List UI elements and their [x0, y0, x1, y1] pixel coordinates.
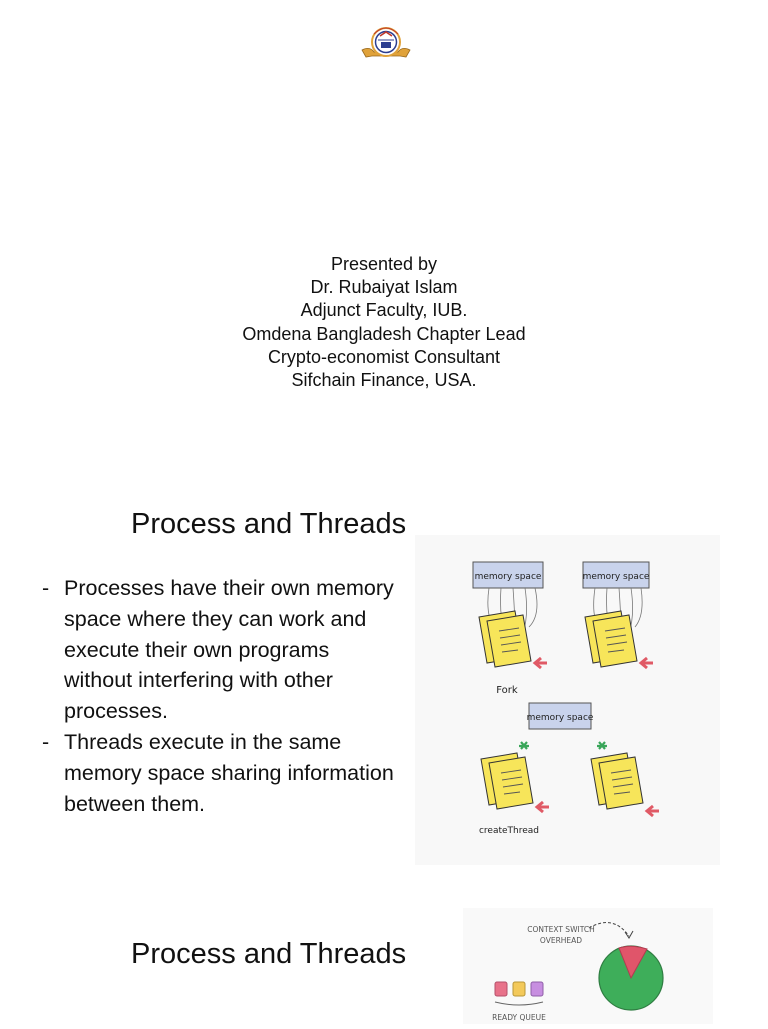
- process-threads-slide: [0, 470, 768, 900]
- presenter-line: Crypto-economist Consultant: [267, 346, 501, 367]
- ready-queue-label: READY QUEUE: [492, 1013, 546, 1022]
- pointer-arrow-icon: [537, 802, 549, 812]
- queue-card-icon: [531, 982, 543, 996]
- bullet-text: Threads execute in the same memory space sharing information between them.: [64, 729, 394, 816]
- overhead-label: OVERHEAD: [539, 936, 583, 945]
- queue-card-icon: [513, 982, 525, 996]
- memory-space-label: memory space: [526, 713, 594, 723]
- process-group-left: [473, 562, 547, 696]
- memory-space-label: memory space: [582, 572, 650, 582]
- create-thread-label: createThread: [478, 826, 540, 836]
- bullet-dash: -: [42, 576, 50, 600]
- pointer-arrow-icon: [535, 658, 547, 668]
- context-switch-label: CONTEXT SWITCH: [527, 925, 595, 934]
- queue-card-icon: [495, 982, 507, 996]
- program-page-icon: [593, 615, 637, 667]
- university-seal-icon: [360, 24, 412, 64]
- slide-title: Process and Threads: [131, 508, 407, 540]
- program-page-icon: [489, 757, 533, 809]
- context-switch-slide: [0, 900, 768, 1024]
- swap-icon: [597, 742, 607, 749]
- fork-thread-diagram: [415, 535, 720, 865]
- slide-title: Process and Threads: [131, 938, 407, 970]
- pointer-arrow-icon: [641, 658, 653, 668]
- bullet-dash: -: [42, 729, 50, 754]
- presenter-line: Sifchain Finance, USA.: [291, 370, 477, 391]
- fork-label: Fork: [496, 685, 518, 696]
- presenter-block: [0, 253, 768, 392]
- presenter-line: Omdena Bangladesh Chapter Lead: [242, 323, 526, 344]
- presenter-line: Adjunct Faculty, IUB.: [300, 300, 468, 321]
- program-page-icon: [487, 615, 531, 667]
- bullet-text: Processes have their own memory space where they can work and execute their own programs without interfering with other processes.: [64, 576, 394, 724]
- context-switch-illustration: [463, 908, 713, 1024]
- bullet-item: [42, 573, 402, 727]
- presenter-line: Dr. Rubaiyat Islam: [310, 277, 458, 298]
- presenter-line: Presented by: [330, 254, 438, 274]
- pointer-arrow-icon: [647, 806, 659, 816]
- bullet-item: [42, 727, 402, 819]
- thread-group: [479, 703, 659, 836]
- process-group-right: [583, 562, 653, 668]
- title-slide: [0, 0, 768, 470]
- bullet-list: [42, 573, 402, 819]
- memory-space-label: memory space: [474, 572, 542, 582]
- swap-icon: [519, 742, 529, 749]
- program-page-icon: [599, 757, 643, 809]
